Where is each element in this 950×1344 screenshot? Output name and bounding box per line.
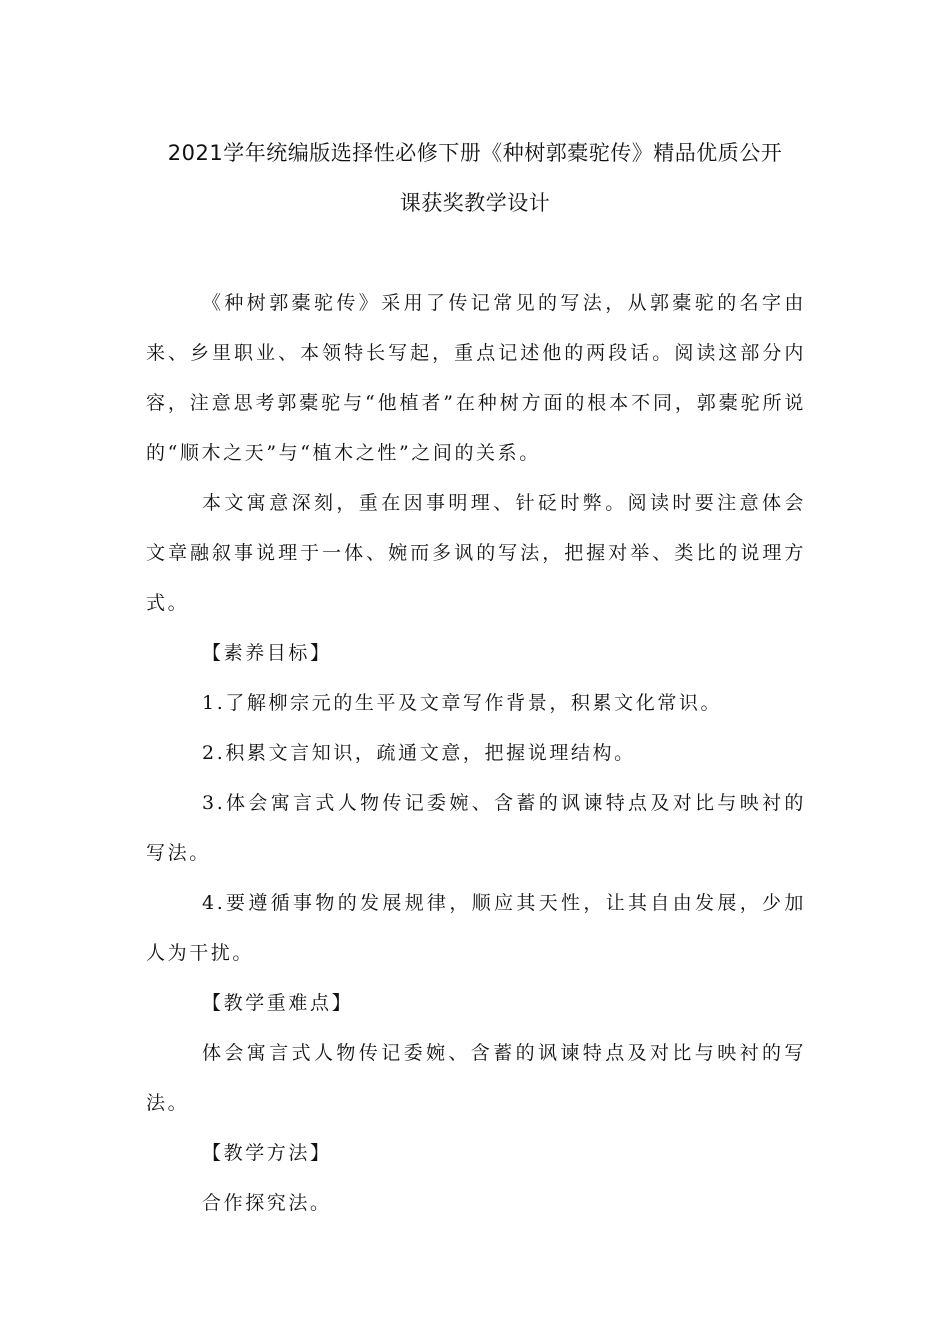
methods-text: 合作探究法。: [202, 1192, 332, 1214]
goal-item-3: 3.体会寓言式人物传记委婉、含蓄的讽谏特点及对比与映衬的写法。: [146, 792, 806, 864]
goal-item-2: 2.积累文言知识，疏通文意，把握说理结构。: [202, 742, 636, 764]
document-title-line2: 课获奖教学设计: [399, 191, 551, 215]
key-points-text: 体会寓言式人物传记委婉、含蓄的讽谏特点及对比与映衬的写法。: [146, 1042, 806, 1114]
intro-paragraph: 《种树郭橐驼传》采用了传记常见的写法，从郭橐驼的名字由来、乡里职业、本领特长写起，重点记述他的两段话。阅读这部分内容，注意思考郭橐驼与“他植者”在种树方面的根本不同，郭橐驼所说的“顺木之天”与“植木之性”之间的关系。: [146, 292, 806, 464]
methods-heading: 【教学方法】: [202, 1142, 332, 1164]
goals-heading: 【素养目标】: [202, 642, 332, 664]
goal-item-4: 4.要遵循事物的发展规律，顺应其天性，让其自由发展，少加人为干扰。: [146, 892, 806, 964]
goal-item-1: 1.了解柳宗元的生平及文章写作背景，积累文化常识。: [202, 692, 723, 714]
document-title-line1: 2021学年统编版选择性必修下册《种树郭橐驼传》精品优质公开: [167, 141, 783, 165]
theme-paragraph: 本文寓意深刻，重在因事明理、针砭时弊。阅读时要注意体会文章融叙事说理于一体、婉而多讽的写法，把握对举、类比的说理方式。: [146, 492, 806, 614]
key-points-heading: 【教学重难点】: [202, 992, 354, 1014]
